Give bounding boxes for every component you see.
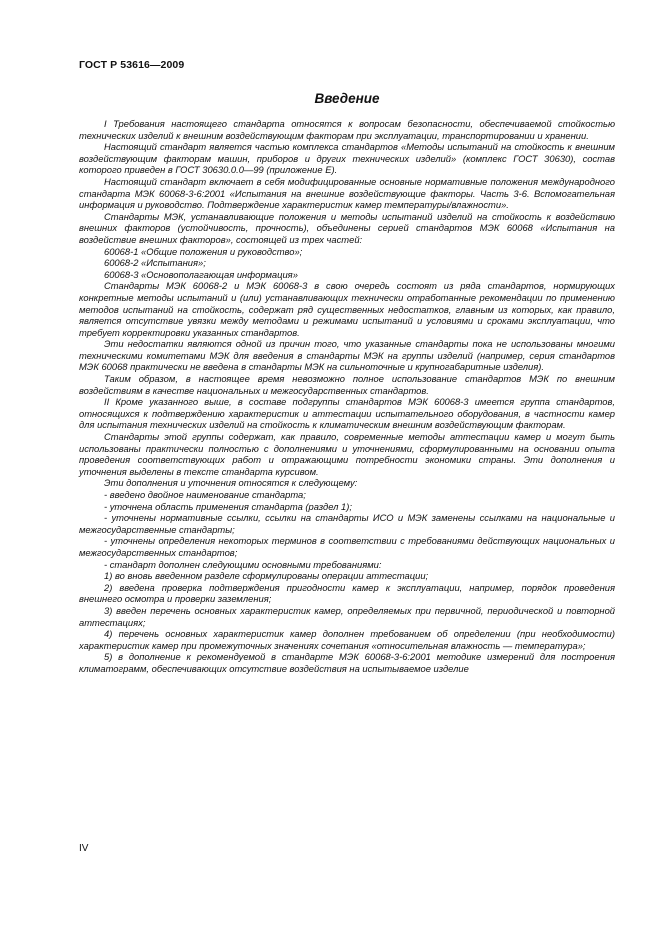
paragraph: Стандарты этой группы содержат, как правило, современные методы аттестации камер и могут быть использованы практически полностью с дополнениями и уточнениями, сформулированными на основании опыта проведения соответствующих работ и отражающими потребности экономики страны. Эти дополнения и уточнения выделены в тексте стандарта курсивом.	[79, 431, 615, 477]
list-item: 60068-1 «Общие положения и руководство»;	[104, 245, 303, 257]
list-item: - введено двойное наименование стандарта;	[104, 489, 306, 500]
document-header: ГОСТ Р 53616—2009	[79, 59, 185, 71]
paragraph: Настоящий стандарт включает в себя модифицированные основные нормативные положения международного стандарта МЭК 60068-3-6:2001 «Испытания на внешние воздействующие факторы. Часть 3-6. Вспомогательная информация и руководство. Подтверждение характеристик камер температуры/влажности».	[79, 175, 615, 211]
paragraph: Стандарты МЭК 60068-2 и МЭК 60068-3 в свою очередь состоят из ряда стандартов, нормирующих конкретные методы испытаний и (или) устанавливающих технически отработанные рекомендации по применению методов испытаний на стойкость, содержат ряд существенных недостатков, главным из которых, как правило, является отсутствие увязки между методами и режимами испытаний и условиями и сроками эксплуатации, что требует корректировки указанных стандартов.	[79, 280, 615, 338]
paragraph: I Требования настоящего стандарта относятся к вопросам безопасности, обеспечиваемой стойкостью технических изделий к внешним воздействующим факторам при эксплуатации, транспортировании и хранении.	[79, 118, 615, 141]
list-item: 60068-3 «Основополагающая информация»	[104, 268, 298, 280]
page-number: IV	[79, 843, 89, 854]
body-text	[79, 118, 615, 675]
list-item: 5) в дополнение к рекомендуемой в стандарте МЭК 60068-3-6:2001 методике измерений для построения климатограмм, обеспечивающих отсутствие воздействия на испытываемое изделие	[79, 651, 615, 674]
list-item: - уточнена область применения стандарта (раздел 1);	[104, 500, 352, 512]
paragraph: II Кроме указанного выше, в составе подгруппы стандартов МЭК 60068-3 имеется группа стандартов, относящихся к подтверждению характеристик и аттестации испытательного оборудования, в частности камер для испытания технических изделий на стойкость к климатическим внешним воздействующим факторам.	[79, 396, 615, 431]
paragraph: Стандарты МЭК, устанавливающие положения и методы испытаний изделий на стойкость к воздействию внешних факторов (устойчивость, прочность), объединены серией стандартов МЭК 60068 «Испытания на воздействие внешних факторов», состоящей из трех частей:	[79, 210, 615, 245]
list-item: - стандарт дополнен следующими основными требованиями:	[104, 558, 382, 570]
list-item: 4) перечень основных характеристик камер дополнен требованием об определении (при необходимости) характеристик камер при промежуточных значениях сочетания «относительная влажность — температура»;	[79, 628, 615, 651]
list-item: 3) введен перечень основных характеристик камер, определяемых при первичной, периодической и повторной аттестациях;	[79, 604, 615, 628]
paragraph: Настоящий стандарт является частью комплекса стандартов «Методы испытаний на стойкость к внешним воздействующим факторам машин, приборов и других технических изделий» (комплекс ГОСТ 30630), состав которого приведен в ГОСТ 30630.0.0—99 (приложение Е).	[79, 141, 615, 176]
list-item: - уточнены определения некоторых терминов в соответствии с требованиями действующих национальных и межгосударственных стандартов;	[79, 535, 615, 558]
list-item: 60068-2 «Испытания»;	[104, 257, 206, 269]
section-title: Введение	[314, 91, 380, 106]
paragraph: Эти дополнения и уточнения относятся к следующему:	[104, 477, 358, 489]
paragraph: Эти недостатки являются одной из причин того, что указанные стандарты пока не использованы многими техническими комитетами МЭК для введения в стандарты МЭК на группы изделий (например, серия стандартов МЭК 60068 практически не введена в стандарты МЭК на сильноточные и крупногабаритные изделия).	[79, 338, 615, 373]
list-item: 1) во вновь введенном разделе сформулированы операции аттестации;	[104, 570, 429, 582]
paragraph: Таким образом, в настоящее время невозможно полное использование стандартов МЭК по внешним воздействиям в качестве национальных и межгосударственных стандартов.	[79, 373, 615, 396]
list-item: 2) введена проверка подтверждения пригодности камер к эксплуатации, например, порядок проведения внешнего осмотра и проверки заземления;	[79, 581, 615, 605]
list-item: - уточнены нормативные ссылки, ссылки на стандарты ИСО и МЭК заменены ссылками на национальные и межгосударственные стандарты;	[79, 512, 615, 535]
